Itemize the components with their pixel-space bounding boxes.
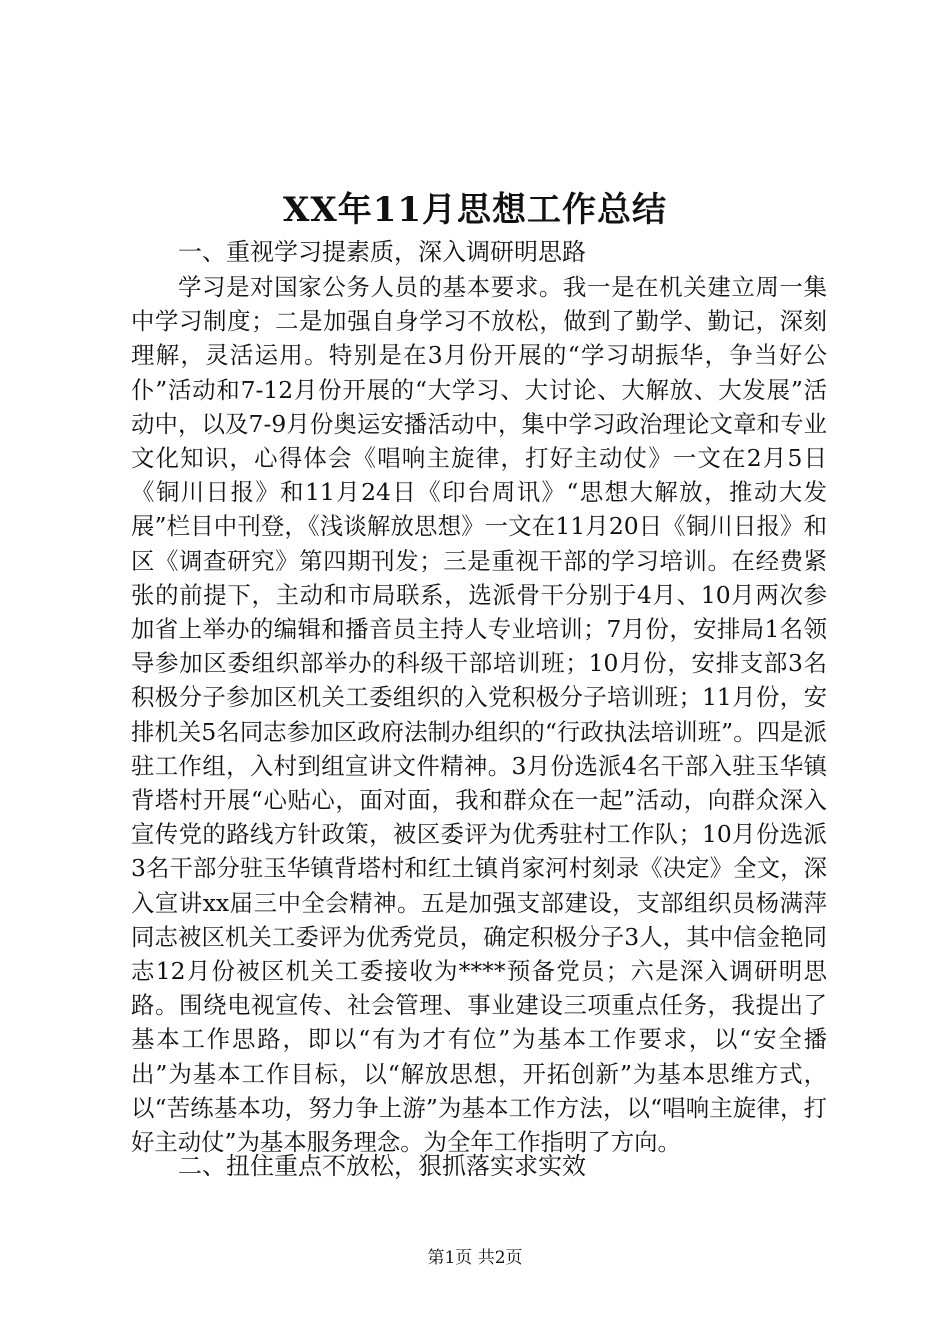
section-heading-2: 二、扭住重点不放松，狠抓落实求实效 xyxy=(178,1152,586,1180)
section-heading-1: 一、重视学习提素质，深入调研明思路 xyxy=(178,238,586,266)
page-footer: 第1页 共2页 xyxy=(427,1248,523,1268)
section-body-1: 学习是对国家公务人员的基本要求。我一是在机关建立周一集中学习制度；二是加强自身学习不放松，做到了勤学、勤记，深刻理解，灵活运用。特别是在3月份开展的“学习胡振华，争当好公仆”活动和7-12月份开展的“大学习、大讨论、大解放、大发展”活动中，以及7-9月份奥运安播活动中，集中学习政治理论文章和专业文化知识，心得体会《唱响主旋律，打好主动仗》一文在2月5日《铜川日报》和11月24日《印台周讯》“思想大解放，推动大发展”栏目中刊登，《浅谈解放思想》一文在11月20日《铜川日报》和区《调查研究》第四期刊发；三是重视干部的学习培训。在经费紧张的前提下，主动和市局联系，选派骨干分别于4月、10月两次参加省上举办的编辑和播音员主持人专业培训；7月份，安排局1名领导参加区委组织部举办的科级干部培训班；10月份，安排支部3名积极分子参加区机关工委组织的入党积极分子培训班；11月份，安排机关5名同志参加区政府法制办组织的“行政执法培训班”。四是派驻工作组，入村到组宣讲文件精神。3月份选派4名干部入驻玉华镇背塔村开展“心贴心，面对面，我和群众在一起”活动，向群众深入宣传党的路线方针政策，被区委评为优秀驻村工作队；10月份选派3名干部分驻玉华镇背塔村和红土镇肖家河村刻录《决定》全文，深入宣讲xx届三中全会精神。五是加强支部建设，支部组织员杨满萍同志被区机关工委评为优秀党员，确定积极分子3人，其中信金艳同志12月份被区机关工委接收为****预备党员；六是深入调研明思路。围绕电视宣传、社会管理、事业建设三项重点任务，我提出了基本工作思路，即以“有为才有位”为基本工作要求，以“安全播出”为基本工作目标，以“解放思想，开拓创新”为基本思维方式，以“苦练基本功，努力争上游”为基本工作方法，以“唱响主旋律，打好主动仗”为基本服务理念。为全年工作指明了方向。 xyxy=(131,273,827,1157)
document-title: XX年11月思想工作总结 xyxy=(282,190,668,230)
